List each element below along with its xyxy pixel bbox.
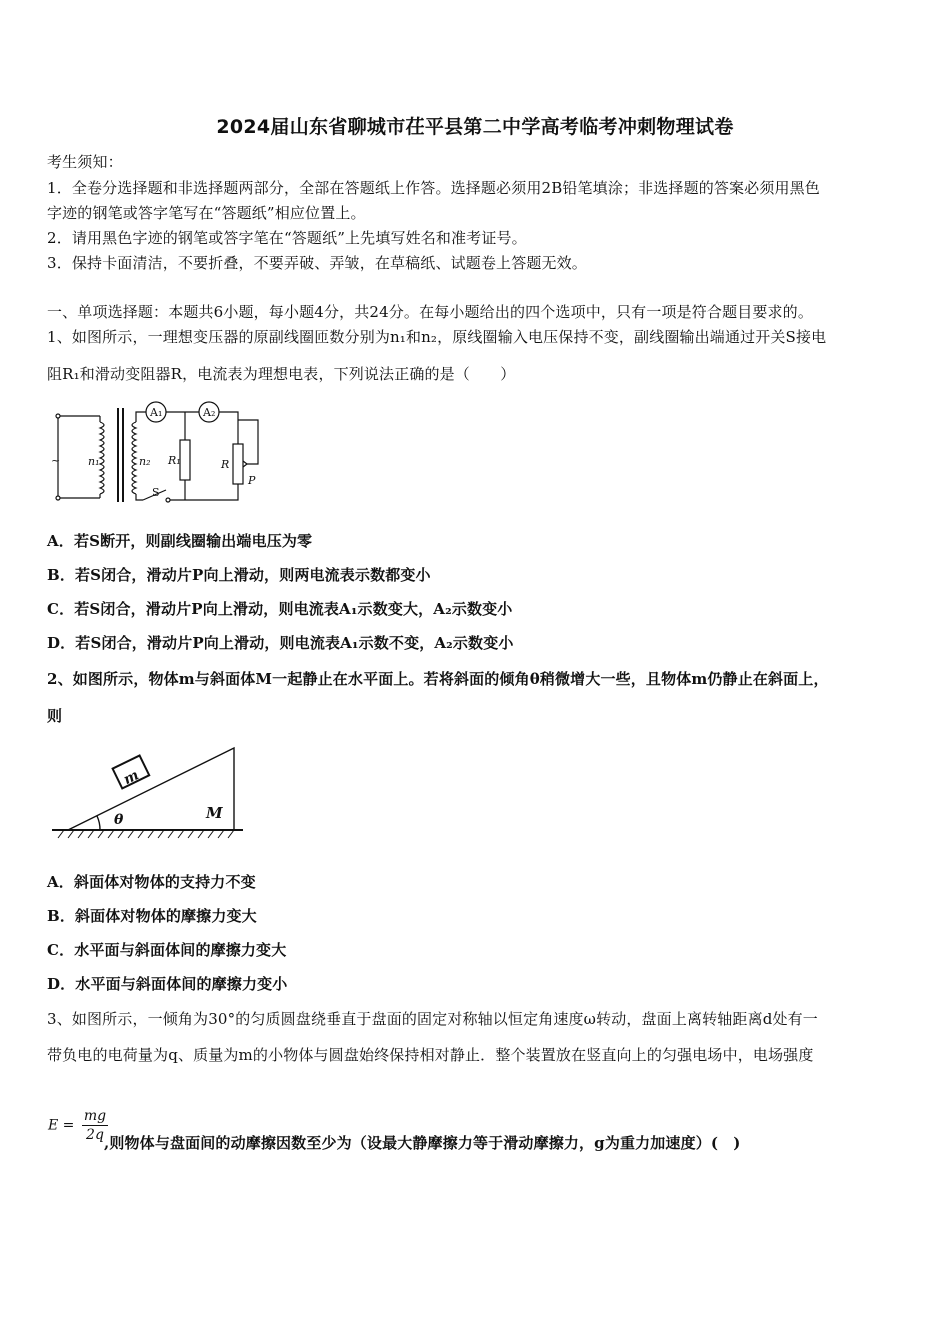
q1-option-c: C．若S闭合，滑动片P向上滑动，则电流表A₁示数变大，A₂示数变小: [47, 600, 513, 618]
notice-heading: 考生须知：: [47, 153, 123, 171]
label-n1: n₁: [88, 455, 100, 468]
terminal-top: [56, 414, 60, 418]
terminal-bottom: [56, 496, 60, 500]
resistor-r1: [180, 440, 190, 480]
notice-line-4: 3．保持卡面清洁，不要折叠，不要弄破、弄皱，在草稿纸、试题卷上答题无效。: [47, 254, 587, 272]
q1-option-a: A．若S断开，则副线圈输出端电压为零: [47, 532, 313, 550]
q1-option-b: B．若S闭合，滑动片P向上滑动，则两电流表示数都变小: [47, 566, 431, 584]
label-a1: A₁: [150, 406, 163, 419]
label-r: R: [221, 458, 230, 471]
q2-option-b: B．斜面体对物体的摩擦力变大: [47, 907, 257, 925]
q2-stem-line-1: 2、如图所示，物体m与斜面体M一起静止在水平面上。若将斜面的倾角θ稍微增大一些，且物体m仍静止在斜面上，: [47, 670, 829, 688]
label-theta: θ: [114, 812, 124, 828]
q1-stem-line-2: 阻R₁和滑动变阻器R，电流表为理想电表，下列说法正确的是（ ）: [47, 365, 516, 383]
primary-coil: [100, 422, 104, 494]
formula-denominator: 2q: [86, 1127, 104, 1143]
transformer-circuit-diagram: [48, 398, 278, 508]
label-r1: R₁: [168, 454, 181, 467]
incline-diagram: [48, 742, 248, 842]
q1-stem-line-1: 1、如图所示，一理想变压器的原副线圈匝数分别为n₁和n₂，原线圈输入电压保持不变，副线圈输出端通过开关S接电: [47, 328, 827, 346]
notice-line-1: 1．全卷分选择题和非选择题两部分，全部在答题纸上作答。选择题必须用2B铅笔填涂；非选择题的答案必须用黑色: [47, 179, 820, 197]
secondary-coil: [132, 422, 136, 494]
q2-stem-line-2: 则: [47, 707, 63, 725]
q2-option-c: C．水平面与斜面体间的摩擦力变大: [47, 941, 287, 959]
q2-option-d: D．水平面与斜面体间的摩擦力变小: [47, 975, 288, 993]
switch-contact: [166, 498, 170, 502]
rheostat-r: [233, 444, 243, 484]
notice-line-3: 2．请用黑色字迹的钢笔或答字笔在“答题纸”上先填写姓名和准考证号。: [47, 229, 527, 247]
q3-stem-line-3: ,则物体与盘面间的动摩擦因数至少为（设最大静摩擦力等于滑动摩擦力，g为重力加速度）( ): [104, 1134, 741, 1152]
section-heading: 一、单项选择题：本题共6小题，每小题4分，共24分。在每小题给出的四个选项中，只有一项是符合题目要求的。: [47, 303, 813, 321]
label-a2: A₂: [203, 406, 216, 419]
slider-arrow-p: [243, 461, 247, 467]
ground-hatching: [58, 830, 234, 838]
electric-field-formula: [48, 1107, 108, 1144]
angle-arc: [97, 816, 100, 830]
label-ac-source: ~: [51, 454, 61, 467]
formula-numerator: mg: [83, 1108, 107, 1124]
label-big-m: M: [206, 804, 223, 822]
q1-option-d: D．若S闭合，滑动片P向上滑动，则电流表A₁示数不变，A₂示数变小: [47, 634, 514, 652]
formula-lhs: E =: [48, 1117, 75, 1134]
q3-stem-line-2: 带负电的电荷量为q、质量为m的小物体与圆盘始终保持相对静止．整个装置放在竖直向上的匀强电场中，电场强度: [47, 1046, 814, 1064]
label-n2: n₂: [139, 455, 151, 468]
notice-line-2: 字迹的钢笔或答字笔写在“答题纸”相应位置上。: [47, 204, 366, 222]
label-p: P: [248, 474, 256, 487]
page-title: 2024届山东省聊城市茌平县第二中学高考临考冲刺物理试卷: [216, 116, 734, 138]
q2-option-a: A．斜面体对物体的支持力不变: [47, 873, 256, 891]
q3-stem-line-1: 3、如图所示，一倾角为30°的匀质圆盘绕垂直于盘面的固定对称轴以恒定角速度ω转动，盘面上离转轴距离d处有一: [47, 1010, 818, 1028]
label-m: m: [121, 767, 142, 789]
label-s: S: [152, 486, 160, 499]
